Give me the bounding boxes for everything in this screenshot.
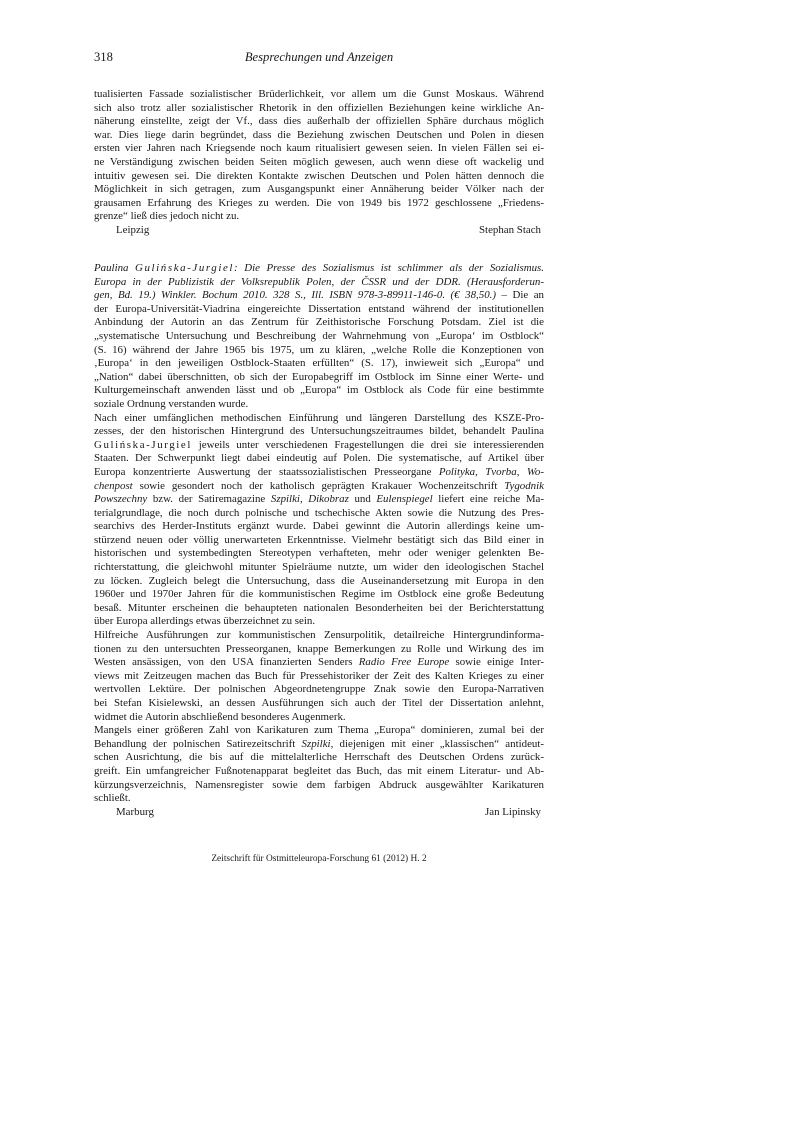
text-line: views mit Zeitzeugen machen das Buch für Pressehistoriker der Zeit des Kalten Krieges zu einer	[94, 669, 544, 682]
text-run: sowie gesondert noch der katholisch geprägten Krakauer Wochenzeitschrift	[132, 479, 505, 492]
text-line: widmet die Autorin abschließend besonderes Augenmerk.	[94, 710, 346, 723]
text-run: ,	[475, 465, 486, 478]
text-line: sich also trotz aller sozialistischer Rhetorik in den offiziellen Beziehungen keine wirkliche An-	[94, 101, 544, 114]
bibliography-details: gen, Bd. 19.) Winkler. Bochum 2010. 328 S., Ill. ISBN 978-3-89911-146-0. (€ 38,50.)	[94, 289, 496, 302]
reviewer-place: Marburg	[116, 805, 154, 818]
text-run: sowie einige Inter-	[449, 656, 544, 669]
text-line: Mangels einer größeren Zahl von Karikaturen zum Thema „Europa“ dominieren, zumal bei der	[94, 724, 544, 737]
text-run: und	[348, 493, 377, 506]
review-lipinsky	[94, 262, 544, 819]
text-run: Westen ansässigen, von den USA finanzierten Senders	[94, 656, 359, 669]
text-line: der Europa-Universität-Viadrina eingereichte Dissertation entstand während der institutionellen	[94, 302, 544, 315]
text-line: intuitiv gewesen sei. Die direkten Kontakte zwischen Deutschen und Polen hätten dennoch die	[94, 169, 544, 182]
text-line: zu löcken. Zugleich belegt die Untersuchung, dass die Auseinandersetzung mit Europa in den	[94, 574, 544, 587]
periodical-title: Szpilki	[301, 737, 331, 750]
periodical-title: Eulenspiegel	[376, 493, 433, 506]
text-line: grenze“ ließ dies jedoch nicht zu.	[94, 210, 240, 223]
text-line: schließt.	[94, 792, 131, 805]
text-line: terialgrundlage, die noch durch polnische und tschechische Akten sowie die Nutzung des Pres-	[94, 506, 544, 519]
reviewer-name: Jan Lipinsky	[485, 805, 541, 818]
periodical-title: Szpilki	[270, 493, 300, 506]
text-line: grausamen Erfahrung des Krieges zu werden. Die von 1949 bis 1972 geschlossene „Friedens-	[94, 196, 544, 209]
text-line: greift. Ein umfangreicher Fußnotenapparat begleitet das Buch, das mit einem Literatur- und Ab-	[94, 764, 544, 777]
text-line: ersten vier Jahren nach Kriegsende noch kaum ritualisiert gewesen seien. In vielen Fällen sei ei-	[94, 142, 544, 155]
author-first-name: Paulina	[94, 262, 136, 274]
bibliography-line	[94, 289, 544, 303]
signature	[94, 224, 544, 238]
periodical-title: Tygodnik	[504, 479, 544, 492]
text-line: stürzend neuen oder völlig unerwarteten Erkenntnisse. Vielmehr bestätigt sich das Bild einer in	[94, 533, 544, 546]
book-title: : Die Presse des Sozialismus ist schlimmer als der Sozialismus.	[234, 262, 544, 274]
review-stach	[94, 88, 544, 238]
signature	[94, 806, 544, 820]
text-line: über Europa allerdings etwas überzeichnet zu sein.	[94, 615, 316, 628]
bibliography-line	[94, 262, 544, 276]
reviewer-place: Leipzig	[116, 223, 150, 236]
bibliography-line: Europa in der Publizistik der Volksrepublik Polen, der ČSSR und der DDR. (Herausforderun-	[94, 275, 544, 288]
broadcaster-name: Radio Free Europe	[358, 656, 450, 669]
text-run: liefert eine reiche Ma-	[432, 493, 544, 506]
text-line: Kulturgemeinschaft anwenden lässt und ob „Europa“ im Ostblock als Code für eine bestimmte	[94, 384, 544, 397]
text-run: ,	[516, 465, 527, 478]
author-last-name: Gulińska-Jurgiel	[135, 262, 235, 274]
text-run: ,	[299, 493, 309, 506]
text-line: „Nation“ dabei überschnitten, ob sich der Europabegriff im Ostblock im Sinne einer Werte- und	[94, 370, 544, 383]
text-line: richterstattung, die gleichwohl mitunter Spielräume nutzte, um wider den ideologischen Stachel	[94, 561, 544, 574]
text-line: 1960er und 1970er Jahren für die kommunistischen Regime im Ostblock eine große Bedeutung	[94, 588, 544, 601]
text-line: Möglichkeit in sich getragen, zum Ausgangspunkt einer Annäherung beider Völker nach der	[94, 183, 544, 196]
text-line: wertvollen Lektüre. Der polnischen Abgeordnetengruppe Znak sowie den Europa-Narrativen	[94, 683, 544, 696]
text-line: besaß. Mitunter erscheinen die behaupteten nationalen Besonderheiten bei der Berichterstattung	[94, 601, 544, 614]
text-line: Anbindung der Autorin an das Zentrum für Zeithistorische Forschung Potsdam. Ziel ist die	[94, 316, 544, 329]
text-line	[94, 656, 544, 670]
text-run: , diejenigen mit einer „klassischen“ antideut-	[330, 737, 544, 750]
running-head: Besprechungen und Anzeigen	[244, 50, 394, 64]
periodical-title: Powszechny	[94, 493, 148, 506]
periodical-title: Dikobraz	[308, 493, 349, 506]
text-run: bzw. der Satiremagazine	[147, 493, 271, 506]
text-line: ‚Europa‘ in den jeweiligen Ostblock-Staaten erfüllten“ (S. 17), inwieweit sich „Europa“ und	[94, 357, 544, 370]
text-line: Nach einer umfänglichen methodischen Einführung und längeren Darstellung des KSZE-Pro-	[94, 411, 544, 424]
text-line: näherung einstellte, zeigt der Vf., dass dies außerhalb der offiziellen Sphäre durchaus möglich	[94, 115, 544, 128]
author-name-spaced: Gulińska-Jurgiel	[94, 438, 192, 451]
text-line	[94, 480, 544, 494]
text-line: kürzungsverzeichnis, Namensregister sowie dem farbigen Abdruck ausgewählter Karikaturen	[94, 778, 544, 791]
journal-footer: Zeitschrift für Ostmitteleuropa-Forschung 61 (2012) H. 2	[211, 854, 427, 864]
text-line	[94, 439, 544, 453]
text-line: war. Dies liege darin begründet, dass die Beziehung zwischen Deutschen und Polen in diesen	[94, 128, 544, 141]
text-line: ne Verständigung zwischen beiden Seiten möglich gewesen, auch wenn diese oft wackelig und	[94, 155, 544, 168]
text-line	[94, 738, 544, 752]
text-line: „systematische Untersuchung und Beschreibung der Wahrnehmung von „Europa‘ im Ostblock“	[94, 329, 544, 342]
periodical-title: Polityka	[438, 465, 476, 478]
text-line	[94, 466, 544, 480]
text-line: Staaten. Der Schwerpunkt liegt dabei eindeutig auf Polen. Die systematische, auf Artikel über	[94, 452, 544, 465]
text-line: Hilfreiche Ausführungen zur kommunistischen Zensurpolitik, detailreiche Hintergrundinforma-	[94, 629, 544, 642]
text-line: searchivs des Herder-Instituts ergänzt wurde. Dabei gewinnt die Autorin allerdings keine um-	[94, 520, 544, 533]
text-line	[94, 493, 544, 507]
periodical-title: chenpost	[94, 479, 133, 492]
text-run: jeweils unter verschiedenen Fragestellungen die drei sie interessierenden	[192, 438, 544, 451]
text-line: tionen zu den untersuchten Presseorganen, knappe Bemerkungen zu Rolle und Wirkung des im	[94, 642, 544, 655]
text-line: soziale Ordnung verstanden wurde.	[94, 397, 249, 410]
periodical-title: Tvorba	[485, 465, 517, 478]
page-header	[94, 50, 544, 66]
text-line: (S. 16) während der Jahre 1965 bis 1975, um zu klären, „welche Rolle die Konzeptionen von	[94, 343, 544, 356]
text-line: zesses, der den historischen Hintergrund des Untersuchungszeitraumes bildet, behandelt Paulina	[94, 425, 544, 438]
text-line: schen Ausrichtung, die bis auf die mittelalterliche Herrschaft des Deutschen Ordens zurück-	[94, 751, 544, 764]
text-run: Europa konzentrierte Auswertung der staatssozialistischen Presseorgane	[94, 465, 439, 478]
reviewer-name: Stephan Stach	[478, 223, 541, 236]
text-line: tualisierten Fassade sozialistischer Brüderlichkeit, vor allem um die Gunst Moskaus. Während	[94, 88, 544, 100]
periodical-title: Wo-	[526, 465, 544, 478]
text-run: – Die an	[496, 289, 544, 302]
page-number: 318	[94, 50, 113, 64]
text-line: bei Stefan Kisielewski, an dessen Ausführungen sich auch der Titel der Dissertation anlehnt,	[94, 697, 544, 709]
text-line: historischen und systembedingten Stereotypen verhafteten, mehr oder weniger gelenkten Be-	[94, 547, 544, 560]
text-run: Behandlung der polnischen Satirezeitschrift	[94, 737, 302, 750]
